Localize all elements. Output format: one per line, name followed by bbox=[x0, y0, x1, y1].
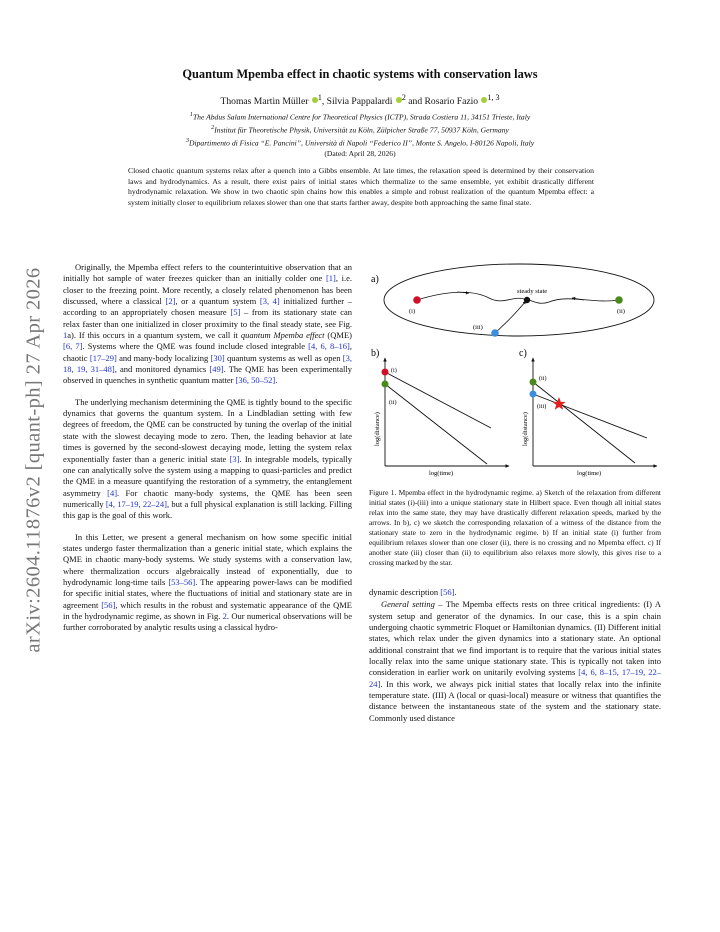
body-text: dynamic description bbox=[369, 587, 441, 597]
body-text: Figure 1. Mpemba effect in the hydrodynamic regime. a) Sketch of the relaxation from different initial states (i)-(iii) into a unique stationary state in Hilbert space. Even though all initial states relax into the same state, they may have drastically different relaxation speeds, marked by the arrows. In b), c) we sketch the corresponding relaxation of a witness of the distance from the stationary state to zero in the hydrodynamic regime. b) If an initial state (i) further from equilibrium relaxes slower than one closer (ii), there is no crossing and no Mpemba effect. c) If another state (iii) closer than (ii) to equilibrium also relaxes more slowly, this gives rise to a crossing marked by the star. bbox=[369, 488, 661, 567]
arxiv-sidebar bbox=[14, 250, 54, 670]
citation-link[interactable]: [3] bbox=[229, 453, 240, 464]
steady-state-label: steady state bbox=[517, 288, 548, 295]
citation-link[interactable]: [4, 17–19, 22–24] bbox=[105, 498, 167, 509]
body-text: , or a quantum system bbox=[175, 296, 260, 307]
citation-link[interactable]: [49] bbox=[209, 364, 224, 375]
panel-b-curve-ii bbox=[385, 384, 487, 464]
figure-caption bbox=[369, 488, 661, 568]
dated-line: (Dated: April 28, 2026) bbox=[324, 148, 396, 158]
state-ii-marker bbox=[615, 296, 623, 304]
body-text: quantum systems as well as open bbox=[224, 352, 343, 363]
author-separator: and bbox=[405, 96, 425, 108]
state-i-label: (i) bbox=[409, 308, 416, 315]
right-column bbox=[369, 587, 661, 724]
affiliation-line: $^3$Dipartimento di Fisica “E. Pancini”, Università di Napoli “Federico II”, Monte S. Angelo, I-80126 Napoli, Italy bbox=[185, 136, 535, 148]
citation-link[interactable]: [56] bbox=[101, 599, 116, 610]
citation-link[interactable]: [2] bbox=[165, 296, 176, 307]
citation-link[interactable]: [4] bbox=[107, 487, 118, 498]
body-text: In this Letter, we present a general mechanism on how some specific initial states undergo faster thermalization than a generic initial state, which explains the QME in chaotic many-body systems. We study systems with a conservation law, where thermalization occurs algebraically instead of exponentially, due to hydrodynamic long-time tails bbox=[63, 531, 352, 587]
body-text: , which results in the robust and systematic appearance of the QME in the hydrodynamic regime, as shown in Fig. bbox=[63, 599, 352, 621]
citation-link[interactable]: [53–56] bbox=[168, 576, 196, 587]
panel-b-state-ii bbox=[382, 381, 389, 388]
panel-b-xlabel: log(time) bbox=[429, 470, 454, 477]
body-text: – from its stationary state can relax faster than one initialized in closer proximity to the final steady state, see Fig. bbox=[63, 307, 352, 329]
body-text: , chaotic bbox=[63, 341, 352, 363]
author-affiliation: 2 bbox=[401, 93, 406, 102]
body-text: . bbox=[275, 375, 278, 386]
panel-c-xlabel: log(time) bbox=[577, 470, 602, 477]
body-text: . In this work, we always pick initial states that locally relax into the infinite temperature state. (III) A (local or quasi-local) measure or witness that quantifies the distance between the instantaneous state of the system and the stationary state. Commonly used distance bbox=[369, 678, 661, 723]
body-text: . The QME has been experimentally observed in quenches in synthetic quantum matter bbox=[63, 364, 352, 386]
figure-1 bbox=[369, 260, 661, 482]
body-text: , but a full physical explanation is still lacking. Filling this gap is the goal of this work. bbox=[63, 498, 352, 521]
body-text: a). If this occurs in a quantum system, we call it bbox=[67, 330, 241, 341]
citation-link[interactable]: 2 bbox=[222, 610, 227, 621]
body-text: The underlying mechanism determining the QME is tightly bound to the specific dynamics that governs the quantum system. In a Lindbladian setting with few degrees of freedom, the QME can be constructed by tuning the overlap of the initial state with the slowest decaying mode to zero. Then, the leading behavior at late times is governed by the second-slowest decaying mode, letting the system relax exponentially faster than a generic initial state bbox=[63, 396, 352, 464]
hilbert-space-ellipse bbox=[384, 264, 654, 336]
emphasis-text: General setting bbox=[381, 599, 435, 610]
author-name: Thomas Martin Müller bbox=[220, 96, 309, 108]
paragraph bbox=[63, 397, 352, 522]
arxiv-identifier: arXiv:2604.11876v2 [quant-ph] 27 Apr 2026 bbox=[22, 267, 45, 653]
state-i-marker bbox=[413, 296, 421, 304]
body-text: . In integrable models, typically one can analytically solve the system using a mapping to quasi-particles and predict the QME in a measure quantifying the restoration of a symmetry, the entanglement asymmetry bbox=[63, 453, 353, 498]
citation-link[interactable]: [3, 18, 19, 31–48] bbox=[63, 352, 352, 375]
panel-b-label-i: (i) bbox=[391, 367, 397, 374]
author-affiliation: 1, 3 bbox=[487, 93, 500, 102]
citation-link[interactable]: [6, 7] bbox=[63, 341, 83, 352]
affiliations bbox=[80, 110, 640, 159]
body-text: Originally, the Mpemba effect refers to the counterintuitive observation that an initially hot sample of water freezes quicker than an initially colder one bbox=[63, 262, 352, 284]
body-text: and many-body localizing bbox=[116, 352, 211, 363]
paragraph bbox=[369, 599, 661, 724]
citation-link[interactable]: [4, 6, 8–15, 17–19, 22–24] bbox=[369, 667, 661, 689]
citation-link[interactable]: [3, 4] bbox=[259, 296, 280, 307]
panel-b-label-ii: (ii) bbox=[389, 399, 397, 406]
body-text: , and monitored dynamics bbox=[114, 364, 210, 375]
author-name: Rosario Fazio bbox=[424, 96, 479, 108]
affiliation-line: $^2$Institut für Theoretische Physik, Universität zu Köln, Zülpicher Straße 77, 50937 Köln, Germany bbox=[211, 123, 509, 135]
panel-b-state-i bbox=[382, 369, 389, 376]
steady-state-marker bbox=[524, 297, 530, 303]
body-text: . For chaotic many-body systems, the QME has been seen numerically bbox=[63, 487, 352, 509]
citation-link[interactable]: [36, 50–52] bbox=[235, 375, 276, 386]
left-column bbox=[63, 262, 352, 634]
panel-c-label-iii: (iii) bbox=[537, 403, 547, 410]
author-list bbox=[80, 93, 640, 107]
body-text: , i.e. closer to the freezing point. More recently, a closely related phenomenon has been discussed, where a classical bbox=[63, 273, 352, 307]
panel-c-state-iii bbox=[530, 391, 537, 398]
citation-link[interactable]: [17–29] bbox=[89, 352, 117, 363]
panel-b-label: b) bbox=[371, 348, 380, 359]
author-affiliation: 1 bbox=[317, 93, 322, 102]
body-text: . Systems where the QME was found include closed integrable bbox=[82, 341, 309, 352]
citation-link[interactable]: 1 bbox=[63, 330, 68, 341]
panel-a-label: a) bbox=[371, 274, 379, 285]
paper-title: Quantum Mpemba effect in chaotic systems with conservation laws bbox=[182, 67, 538, 81]
author-name: Silvia Pappalardi bbox=[326, 96, 393, 108]
paragraph bbox=[63, 262, 352, 387]
state-iii-label: (iii) bbox=[473, 324, 483, 331]
panel-b-ylabel: log(distance) bbox=[374, 412, 381, 446]
citation-link[interactable]: [56] bbox=[440, 587, 455, 597]
citation-link[interactable]: [5] bbox=[230, 307, 241, 318]
panel-c-state-ii bbox=[530, 379, 537, 386]
panel-c-label: c) bbox=[519, 348, 527, 359]
body-text: initialized further – according to an appropriately chosen measure bbox=[63, 296, 352, 318]
paragraph bbox=[63, 532, 352, 634]
affiliation-line: $^1$The Abdus Salam International Centre for Theoretical Physics (ICTP), Strada Costiera 11, 34151 Trieste, Italy bbox=[189, 111, 531, 122]
abstract: Closed chaotic quantum systems relax after a quench into a Gibbs ensemble. At late times, the relaxation speed is determined by their conservation laws and hydrodynamics. As a result, there exist pairs of initial states which thermalize to the same ensemble, yet exhibit drastically different hydrodynamic relaxation. We show in two chaotic spin chains how this enables a simple and robust realization of the quantum Mpemba effect: a system initially closer to equilibrium relaxes slower than one that starts farther away, despite both approaching the same final state. bbox=[128, 166, 594, 207]
author-separator: , bbox=[321, 96, 327, 108]
body-text: – The Mpemba effects rests on three critical ingredients: (I) A system setup and generator of the dynamics. In our case, this is a spin chain undergoing chaotic symmetric Floquet or Hamiltonian dynamics. (II) Different initial states, which relax under the given dynamics into a stationary state. An optional additional constraint that we find important is to require that the various initial states locally relax into the same unique stationary state. This is typically not taken into consideration in earlier work on unitarily evolving systems bbox=[369, 599, 661, 678]
panel-c-ylabel: log(distance) bbox=[522, 412, 529, 446]
citation-link[interactable]: [30] bbox=[210, 352, 225, 363]
emphasis-text: quantum Mpemba effect bbox=[240, 330, 325, 341]
panel-c-label-ii: (ii) bbox=[539, 375, 547, 382]
citation-link[interactable]: [4, 6, 8–16] bbox=[308, 341, 350, 352]
relaxation-path-ii bbox=[529, 299, 619, 303]
body-text: . Our numerical observations will be further corroborated by analytic results using a classical hydro- bbox=[63, 610, 352, 633]
relaxation-path-i bbox=[417, 292, 527, 301]
paragraph bbox=[369, 587, 661, 598]
body-text: . bbox=[454, 587, 457, 597]
state-iii-marker bbox=[491, 329, 499, 337]
panel-b-curve-i bbox=[385, 372, 491, 428]
panel-c-curve-ii bbox=[533, 382, 635, 463]
panel-c-curve-iii bbox=[533, 394, 647, 438]
body-text: . The appearing power-laws can be modified for specific initial states, where the fluctuations of initial and stationary state are in agreement bbox=[63, 576, 352, 610]
body-text: (QME) bbox=[324, 330, 352, 341]
citation-link[interactable]: [1] bbox=[325, 273, 336, 284]
state-ii-label: (ii) bbox=[617, 308, 625, 315]
relaxation-path-iii bbox=[495, 301, 526, 333]
